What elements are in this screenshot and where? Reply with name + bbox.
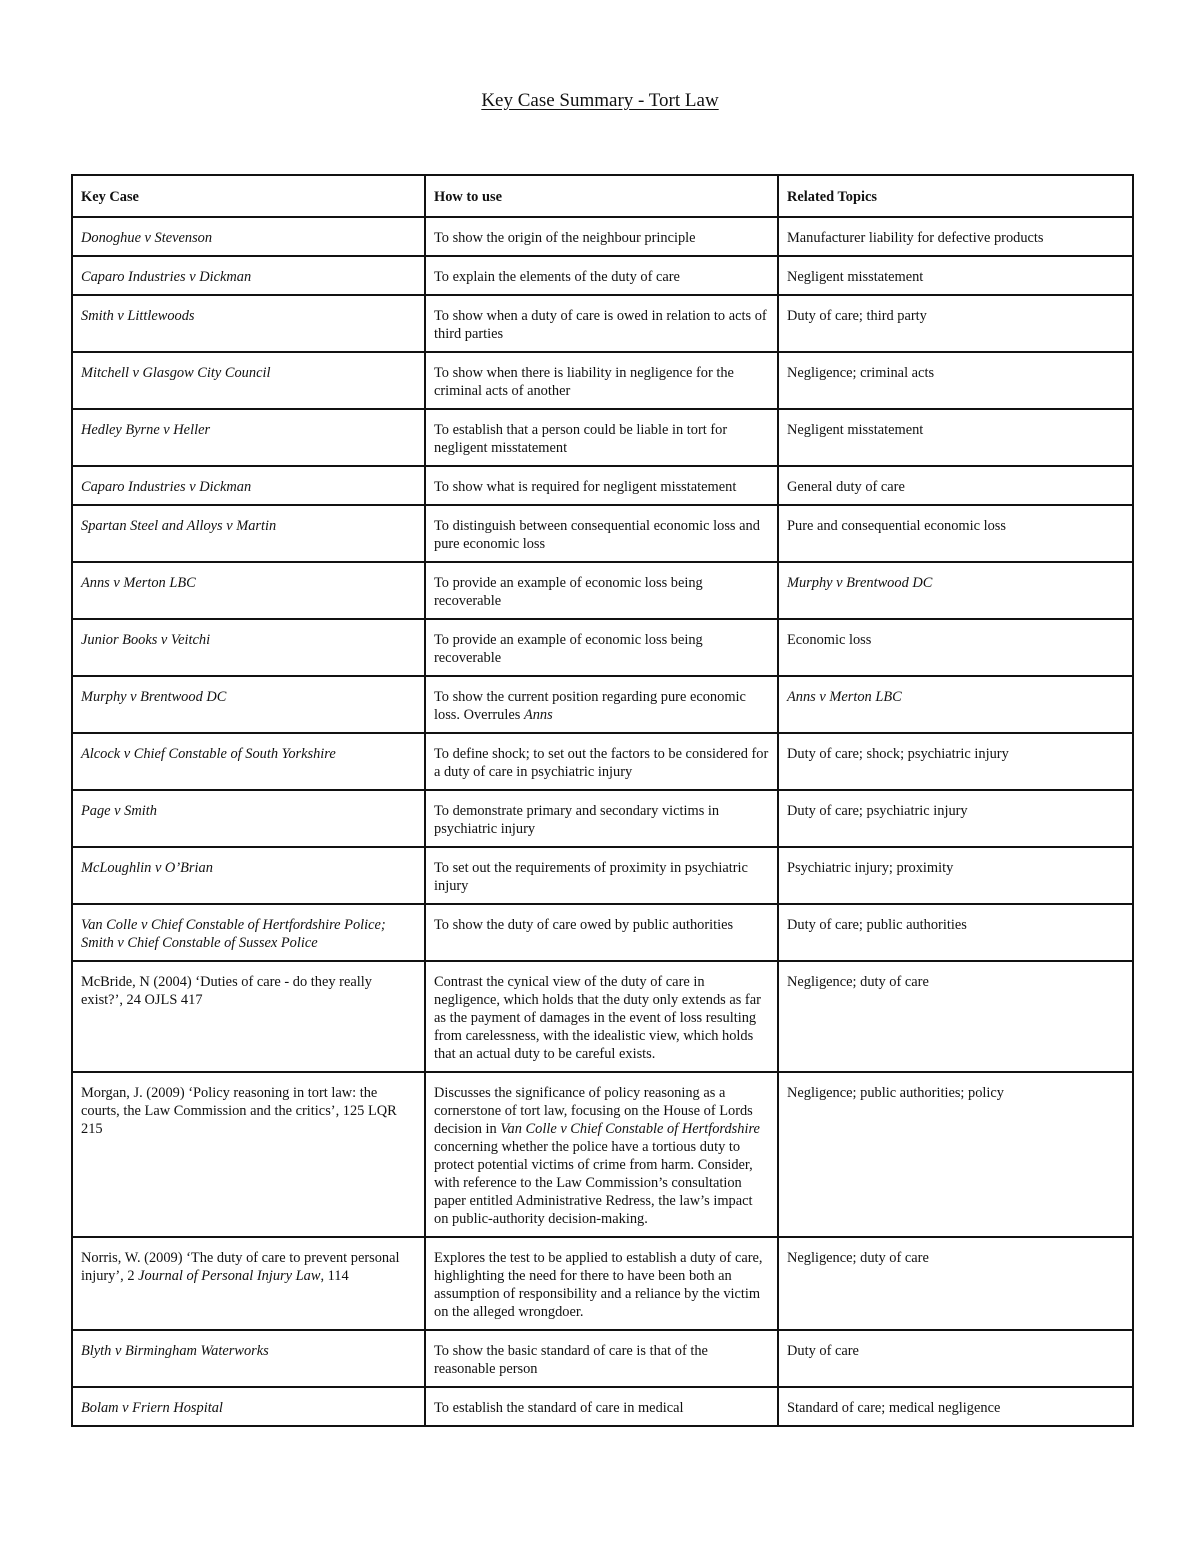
cell-text: Bolam v Friern Hospital bbox=[81, 1400, 223, 1416]
related-topics-cell bbox=[778, 1072, 1133, 1237]
key-case-cell bbox=[72, 217, 425, 256]
key-case-cell bbox=[72, 562, 425, 619]
key-case-table bbox=[71, 174, 1134, 1427]
key-case-cell bbox=[72, 256, 425, 295]
cell-text: Economic loss bbox=[787, 632, 872, 648]
cell-text: Duty of care; third party bbox=[787, 308, 927, 324]
table-row bbox=[72, 790, 1133, 847]
cell-text: To set out the requirements of proximity in psychiatric injury bbox=[434, 860, 748, 894]
related-topics-cell bbox=[778, 505, 1133, 562]
how-to-use-cell bbox=[425, 961, 778, 1072]
cell-text: Journal of Personal Injury Law bbox=[138, 1268, 321, 1284]
key-case-cell bbox=[72, 409, 425, 466]
how-to-use-cell bbox=[425, 466, 778, 505]
cell-text: Anns v Merton LBC bbox=[787, 689, 902, 705]
how-to-use-cell bbox=[425, 790, 778, 847]
related-topics-cell bbox=[778, 676, 1133, 733]
cell-text: To show the duty of care owed by public authorities bbox=[434, 917, 734, 933]
how-to-use-cell bbox=[425, 676, 778, 733]
table-row bbox=[72, 352, 1133, 409]
cell-text: Discusses the significance of policy reasoning as a cornerstone of tort law, focusing on the House of Lords decision in bbox=[434, 1085, 753, 1137]
cell-text: Van Colle v Chief Constable of Hertfordshire bbox=[500, 1121, 760, 1137]
cell-text: Anns bbox=[523, 707, 553, 723]
table-row bbox=[72, 847, 1133, 904]
table-row bbox=[72, 409, 1133, 466]
key-case-cell bbox=[72, 295, 425, 352]
how-to-use-cell bbox=[425, 352, 778, 409]
how-to-use-cell bbox=[425, 1330, 778, 1387]
related-topics-cell bbox=[778, 1237, 1133, 1330]
cell-text: Negligence; duty of care bbox=[787, 974, 929, 990]
cell-text: To show the origin of the neighbour principle bbox=[434, 230, 696, 246]
cell-text: , 114 bbox=[320, 1268, 349, 1284]
cell-text: Negligence; duty of care bbox=[787, 1250, 929, 1266]
related-topics-cell bbox=[778, 409, 1133, 466]
cell-text: Donoghue v Stevenson bbox=[81, 230, 213, 246]
cell-text: To define shock; to set out the factors to be considered for a duty of care in psychiatric injury bbox=[434, 746, 769, 780]
cell-text: Murphy v Brentwood DC bbox=[81, 689, 227, 705]
cell-text: To show what is required for negligent misstatement bbox=[434, 479, 737, 495]
table-header-row bbox=[72, 175, 1133, 217]
table-row bbox=[72, 904, 1133, 961]
cell-text: Negligent misstatement bbox=[787, 422, 924, 438]
related-topics-cell bbox=[778, 961, 1133, 1072]
related-topics-cell bbox=[778, 217, 1133, 256]
table-row bbox=[72, 676, 1133, 733]
how-to-use-cell bbox=[425, 562, 778, 619]
cell-text: To establish the standard of care in medical bbox=[434, 1400, 684, 1416]
table-row bbox=[72, 256, 1133, 295]
header-how-to-use: How to use bbox=[425, 175, 778, 217]
cell-text: General duty of care bbox=[787, 479, 905, 495]
cell-text: Anns v Merton LBC bbox=[81, 575, 196, 591]
table-row bbox=[72, 217, 1133, 256]
cell-text: Van Colle v Chief Constable of Hertfordshire Police; Smith v Chief Constable of Sussex Police bbox=[81, 917, 386, 951]
key-case-cell bbox=[72, 466, 425, 505]
table-row bbox=[72, 466, 1133, 505]
key-case-cell bbox=[72, 1330, 425, 1387]
table-row bbox=[72, 1237, 1133, 1330]
key-case-cell bbox=[72, 352, 425, 409]
key-case-cell bbox=[72, 847, 425, 904]
how-to-use-cell bbox=[425, 904, 778, 961]
how-to-use-cell bbox=[425, 217, 778, 256]
cell-text: Junior Books v Veitchi bbox=[81, 632, 211, 648]
how-to-use-cell bbox=[425, 409, 778, 466]
cell-text: Explores the test to be applied to establish a duty of care, highlighting the need for there to have been both an assumption of responsibility and a reliance by the victim on the alleged wrongdoer. bbox=[434, 1250, 763, 1320]
cell-text: To explain the elements of the duty of care bbox=[434, 269, 680, 285]
cell-text: Duty of care; psychiatric injury bbox=[787, 803, 968, 819]
related-topics-cell bbox=[778, 295, 1133, 352]
cell-text: To distinguish between consequential economic loss and pure economic loss bbox=[434, 518, 760, 552]
related-topics-cell bbox=[778, 562, 1133, 619]
cell-text: Blyth v Birmingham Waterworks bbox=[81, 1343, 269, 1359]
cell-text: Psychiatric injury; proximity bbox=[787, 860, 954, 876]
table-row bbox=[72, 1072, 1133, 1237]
cell-text: To show when there is liability in negligence for the criminal acts of another bbox=[434, 365, 734, 399]
table-row bbox=[72, 505, 1133, 562]
table-row bbox=[72, 961, 1133, 1072]
header-key-case: Key Case bbox=[72, 175, 425, 217]
cell-text: To establish that a person could be liable in tort for negligent misstatement bbox=[434, 422, 728, 456]
key-case-cell bbox=[72, 1072, 425, 1237]
related-topics-cell bbox=[778, 256, 1133, 295]
cell-text: Negligence; public authorities; policy bbox=[787, 1085, 1004, 1101]
related-topics-cell bbox=[778, 619, 1133, 676]
how-to-use-cell bbox=[425, 619, 778, 676]
table-row bbox=[72, 562, 1133, 619]
how-to-use-cell bbox=[425, 1237, 778, 1330]
related-topics-cell bbox=[778, 1387, 1133, 1426]
how-to-use-cell bbox=[425, 1387, 778, 1426]
how-to-use-cell bbox=[425, 505, 778, 562]
table-row bbox=[72, 295, 1133, 352]
cell-text: Morgan, J. (2009) ‘Policy reasoning in tort law: the courts, the Law Commission and the critics’, 125 LQR 215 bbox=[81, 1085, 397, 1137]
related-topics-cell bbox=[778, 847, 1133, 904]
cell-text: Negligent misstatement bbox=[787, 269, 924, 285]
how-to-use-cell bbox=[425, 733, 778, 790]
cell-text: Smith v Littlewoods bbox=[81, 308, 195, 324]
related-topics-cell bbox=[778, 466, 1133, 505]
cell-text: McBride, N (2004) ‘Duties of care - do they really exist?’, 24 OJLS 417 bbox=[81, 974, 372, 1008]
cell-text: Spartan Steel and Alloys v Martin bbox=[81, 518, 277, 534]
cell-text: To show the basic standard of care is that of the reasonable person bbox=[434, 1343, 708, 1377]
table-row bbox=[72, 1330, 1133, 1387]
key-case-cell bbox=[72, 733, 425, 790]
key-case-cell bbox=[72, 505, 425, 562]
table-row bbox=[72, 619, 1133, 676]
table-row bbox=[72, 1387, 1133, 1426]
cell-text: Alcock v Chief Constable of South Yorkshire bbox=[81, 746, 336, 762]
key-case-cell bbox=[72, 619, 425, 676]
related-topics-cell bbox=[778, 352, 1133, 409]
cell-text: To demonstrate primary and secondary victims in psychiatric injury bbox=[434, 803, 720, 837]
related-topics-cell bbox=[778, 733, 1133, 790]
cell-text: Mitchell v Glasgow City Council bbox=[81, 365, 271, 381]
cell-text: Duty of care; shock; psychiatric injury bbox=[787, 746, 1009, 762]
related-topics-cell bbox=[778, 790, 1133, 847]
key-case-cell bbox=[72, 676, 425, 733]
cell-text: To show the current position regarding pure economic loss. Overrules bbox=[434, 689, 746, 723]
related-topics-cell bbox=[778, 1330, 1133, 1387]
related-topics-cell bbox=[778, 904, 1133, 961]
key-case-cell bbox=[72, 904, 425, 961]
cell-text: To show when a duty of care is owed in relation to acts of third parties bbox=[434, 308, 767, 342]
cell-text: To provide an example of economic loss being recoverable bbox=[434, 575, 703, 609]
header-related-topics: Related Topics bbox=[778, 175, 1133, 217]
cell-text: Pure and consequential economic loss bbox=[787, 518, 1007, 534]
how-to-use-cell bbox=[425, 847, 778, 904]
key-case-cell bbox=[72, 961, 425, 1072]
key-case-cell bbox=[72, 1237, 425, 1330]
cell-text: Caparo Industries v Dickman bbox=[81, 479, 252, 495]
cell-text: Murphy v Brentwood DC bbox=[787, 575, 933, 591]
table-body bbox=[72, 217, 1133, 1426]
cell-text: Duty of care bbox=[787, 1343, 859, 1359]
cell-text: Manufacturer liability for defective products bbox=[787, 230, 1044, 246]
cell-text: Contrast the cynical view of the duty of care in negligence, which holds that the duty only extends as far as the payment of damages in the event of loss resulting from carelessness, with the idealistic view, which holds that an actual duty to be careful exists. bbox=[434, 974, 761, 1062]
cell-text: Page v Smith bbox=[81, 803, 157, 819]
cell-text: Hedley Byrne v Heller bbox=[81, 422, 211, 438]
cell-text: Norris, W. (2009) ‘The duty of care to prevent personal injury’, 2 bbox=[81, 1250, 400, 1284]
cell-text: concerning whether the police have a tortious duty to protect potential victims of crime from harm. Consider, with reference to the Law Commission’s consultation paper entitled Administrative Redress, the law’s impact on public-authority decision-making. bbox=[434, 1139, 753, 1227]
cell-text: Caparo Industries v Dickman bbox=[81, 269, 252, 285]
page-title: Key Case Summary - Tort Law bbox=[481, 90, 719, 111]
key-case-cell bbox=[72, 790, 425, 847]
table-row bbox=[72, 733, 1133, 790]
cell-text: To provide an example of economic loss being recoverable bbox=[434, 632, 703, 666]
key-case-cell bbox=[72, 1387, 425, 1426]
cell-text: McLoughlin v O’Brian bbox=[81, 860, 213, 876]
cell-text: Negligence; criminal acts bbox=[787, 365, 935, 381]
cell-text: Standard of care; medical negligence bbox=[787, 1400, 1001, 1416]
how-to-use-cell bbox=[425, 1072, 778, 1237]
cell-text: Duty of care; public authorities bbox=[787, 917, 967, 933]
how-to-use-cell bbox=[425, 295, 778, 352]
how-to-use-cell bbox=[425, 256, 778, 295]
